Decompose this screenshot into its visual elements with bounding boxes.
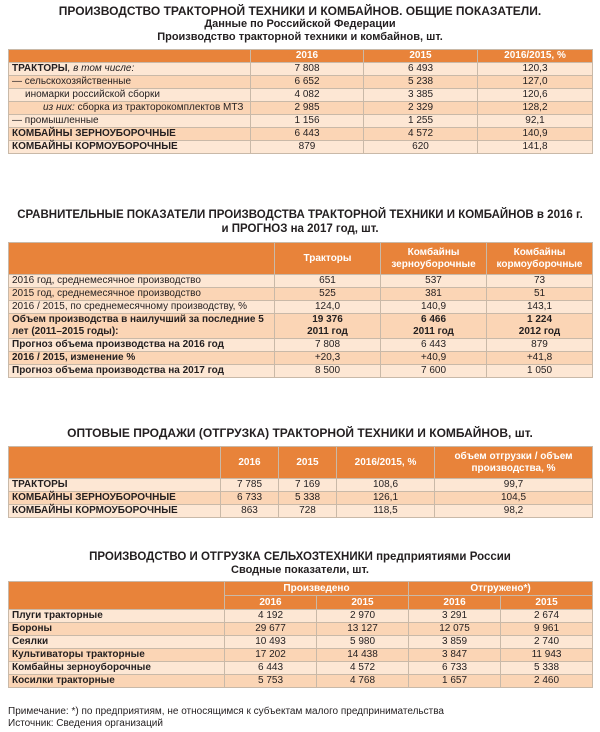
row-label: Бороны bbox=[9, 623, 225, 636]
cell-value: 620 bbox=[364, 141, 478, 154]
cell-value: 1 657 bbox=[409, 675, 501, 688]
cell-value: 124,0 bbox=[275, 301, 381, 314]
cell-value: 4 192 bbox=[225, 610, 317, 623]
row-label: КОМБАЙНЫ КОРМОУБОРОЧНЫЕ bbox=[12, 141, 178, 152]
cell-value: 4 082 bbox=[251, 89, 364, 102]
table-row bbox=[9, 479, 593, 492]
section-wholesale bbox=[8, 426, 592, 518]
cell-value: 2 460 bbox=[501, 675, 593, 688]
cell-value: 525 bbox=[275, 288, 381, 301]
row-label: Косилки тракторные bbox=[9, 675, 225, 688]
cell-value: 140,9 bbox=[478, 128, 593, 141]
table-header: 2016 bbox=[225, 596, 317, 610]
cell-value: 13 127 bbox=[317, 623, 409, 636]
table-header: 2015 bbox=[317, 596, 409, 610]
row-label: — промышленные bbox=[12, 115, 99, 126]
section-agri-machinery bbox=[8, 550, 592, 688]
table-header: Комбайны кормоуборочные bbox=[487, 243, 593, 275]
row-label: Прогноз объема производства на 2017 год bbox=[9, 365, 275, 378]
table-header: 2015 bbox=[501, 596, 593, 610]
cell-value: 4 572 bbox=[317, 662, 409, 675]
table-row bbox=[9, 141, 593, 154]
row-label-note: из них: bbox=[43, 102, 75, 113]
table-row bbox=[9, 365, 593, 378]
cell-value: 728 bbox=[279, 505, 337, 518]
table-header: 2016 bbox=[221, 447, 279, 479]
row-label: Культиваторы тракторные bbox=[9, 649, 225, 662]
table-header bbox=[9, 243, 275, 275]
row-label: 2015 год, среднемесячное производство bbox=[9, 288, 275, 301]
group-header-shipped: Отгружено*) bbox=[409, 582, 593, 596]
row-label: — сельскохозяйственные bbox=[12, 76, 132, 87]
table-header bbox=[9, 582, 225, 610]
table-header: 2016/2015, % bbox=[337, 447, 435, 479]
cell-value: 1 050 bbox=[487, 365, 593, 378]
table-row bbox=[9, 63, 593, 76]
row-label: сборка из тракторокомплектов МТЗ bbox=[74, 102, 244, 113]
table-header bbox=[9, 447, 221, 479]
table-row bbox=[9, 102, 593, 115]
table-row bbox=[9, 636, 593, 649]
cell-value: 3 847 bbox=[409, 649, 501, 662]
cell-value: 98,2 bbox=[435, 505, 593, 518]
cell-value: 9 961 bbox=[501, 623, 593, 636]
section-title: ПРОИЗВОДСТВО И ОТГРУЗКА СЕЛЬХОЗТЕХНИКИ предприятиями России bbox=[89, 551, 511, 563]
table-header bbox=[9, 50, 251, 63]
section-subtitle: Производство тракторной техники и комбайнов, шт. bbox=[157, 31, 443, 43]
section-comparative bbox=[8, 208, 592, 378]
footnote: Примечание: *) по предприятиям, не относящимся к субъектам малого предпринимательства bbox=[8, 706, 444, 717]
cell-value: 7 808 bbox=[251, 63, 364, 76]
row-label: Прогноз объема производства на 2016 год bbox=[9, 339, 275, 352]
table-row bbox=[9, 128, 593, 141]
cell-value: 104,5 bbox=[435, 492, 593, 505]
cell-value: 879 bbox=[251, 141, 364, 154]
cell-value: 651 bbox=[275, 275, 381, 288]
table-row bbox=[9, 275, 593, 288]
section-subtitle: Данные по Российской Федерации bbox=[204, 18, 396, 30]
row-label: ТРАКТОРЫ bbox=[12, 63, 68, 74]
cell-value: 6 493 bbox=[364, 63, 478, 76]
table-header: 2015 bbox=[364, 50, 478, 63]
table-row bbox=[9, 314, 593, 339]
cell-value: 381 bbox=[381, 288, 487, 301]
cell-value: 2 970 bbox=[317, 610, 409, 623]
cell-value: 1 156 bbox=[251, 115, 364, 128]
cell-value: 108,6 bbox=[337, 479, 435, 492]
cell-value: 51 bbox=[487, 288, 593, 301]
table-row bbox=[9, 115, 593, 128]
row-label: ТРАКТОРЫ bbox=[9, 479, 221, 492]
table-row bbox=[9, 610, 593, 623]
cell-value: 863 bbox=[221, 505, 279, 518]
cell-value: 7 785 bbox=[221, 479, 279, 492]
row-label: КОМБАЙНЫ ЗЕРНОУБОРОЧНЫЕ bbox=[9, 492, 221, 505]
cell-value: 7 169 bbox=[279, 479, 337, 492]
cell-value: 120,3 bbox=[478, 63, 593, 76]
table-header: 2016 bbox=[251, 50, 364, 63]
cell-value: 127,0 bbox=[478, 76, 593, 89]
cell-value: 3 859 bbox=[409, 636, 501, 649]
cell-value: 6 733 bbox=[221, 492, 279, 505]
row-label: Комбайны зерноуборочные bbox=[9, 662, 225, 675]
cell-value: 537 bbox=[381, 275, 487, 288]
table-row bbox=[9, 649, 593, 662]
cell-value: 5 753 bbox=[225, 675, 317, 688]
cell-value: 6 466 2011 год bbox=[381, 314, 487, 339]
cell-value: 143,1 bbox=[487, 301, 593, 314]
row-label: иномарки российской сборки bbox=[25, 89, 160, 100]
section-title: ОПТОВЫЕ ПРОДАЖИ (ОТГРУЗКА) ТРАКТОРНОЙ ТЕХНИКИ И КОМБАЙНОВ, шт. bbox=[67, 426, 533, 440]
cell-value: 17 202 bbox=[225, 649, 317, 662]
cell-value: 11 943 bbox=[501, 649, 593, 662]
cell-value: 5 980 bbox=[317, 636, 409, 649]
cell-value: 2 674 bbox=[501, 610, 593, 623]
group-header-produced: Произведено bbox=[225, 582, 409, 596]
cell-value: 19 376 2011 год bbox=[275, 314, 381, 339]
table-row bbox=[9, 352, 593, 365]
row-label: КОМБАЙНЫ ЗЕРНОУБОРОЧНЫЕ bbox=[12, 128, 176, 139]
table-header: 2016/2015, % bbox=[478, 50, 593, 63]
cell-value: 140,9 bbox=[381, 301, 487, 314]
cell-value: +20,3 bbox=[275, 352, 381, 365]
cell-value: 4 768 bbox=[317, 675, 409, 688]
cell-value: 2 985 bbox=[251, 102, 364, 115]
section-title: СРАВНИТЕЛЬНЫЕ ПОКАЗАТЕЛИ ПРОИЗВОДСТВА ТРАКТОРНОЙ ТЕХНИКИ И КОМБАЙНОВ в 2016 г. bbox=[17, 209, 583, 221]
cell-value: 29 677 bbox=[225, 623, 317, 636]
cell-value: 141,8 bbox=[478, 141, 593, 154]
cell-value: 6 443 bbox=[251, 128, 364, 141]
cell-value: 4 572 bbox=[364, 128, 478, 141]
comparative-table bbox=[8, 242, 593, 378]
cell-value: 120,6 bbox=[478, 89, 593, 102]
production-table bbox=[8, 49, 593, 154]
table-row bbox=[9, 76, 593, 89]
cell-value: 14 438 bbox=[317, 649, 409, 662]
cell-value: 128,2 bbox=[478, 102, 593, 115]
section-subtitle: Сводные показатели, шт. bbox=[231, 564, 369, 576]
cell-value: 73 bbox=[487, 275, 593, 288]
cell-value: 2 329 bbox=[364, 102, 478, 115]
cell-value: 879 bbox=[487, 339, 593, 352]
row-label: 2016 / 2015, по среднемесячному производству, % bbox=[9, 301, 275, 314]
cell-value: +40,9 bbox=[381, 352, 487, 365]
cell-value: 7 600 bbox=[381, 365, 487, 378]
cell-value: 6 443 bbox=[381, 339, 487, 352]
table-row bbox=[9, 675, 593, 688]
row-label: 2016 год, среднемесячное производство bbox=[9, 275, 275, 288]
table-row bbox=[9, 662, 593, 675]
table-row bbox=[9, 301, 593, 314]
cell-value: 5 238 bbox=[364, 76, 478, 89]
table-header: Комбайны зерноуборочные bbox=[381, 243, 487, 275]
row-label: КОМБАЙНЫ КОРМОУБОРОЧНЫЕ bbox=[9, 505, 221, 518]
cell-value: 1 224 2012 год bbox=[487, 314, 593, 339]
row-label-note: , в том числе: bbox=[67, 63, 135, 74]
table-row bbox=[9, 89, 593, 102]
row-label: Сеялки bbox=[9, 636, 225, 649]
cell-value: 126,1 bbox=[337, 492, 435, 505]
cell-value: +41,8 bbox=[487, 352, 593, 365]
wholesale-table bbox=[8, 446, 593, 518]
cell-value: 6 733 bbox=[409, 662, 501, 675]
cell-value: 10 493 bbox=[225, 636, 317, 649]
table-row bbox=[9, 492, 593, 505]
table-header: 2015 bbox=[279, 447, 337, 479]
agri-machinery-table bbox=[8, 581, 593, 688]
cell-value: 118,5 bbox=[337, 505, 435, 518]
row-label: 2016 / 2015, изменение % bbox=[9, 352, 275, 365]
section-title: и ПРОГНОЗ на 2017 год, шт. bbox=[221, 223, 379, 235]
cell-value: 92,1 bbox=[478, 115, 593, 128]
cell-value: 3 385 bbox=[364, 89, 478, 102]
cell-value: 6 652 bbox=[251, 76, 364, 89]
cell-value: 7 808 bbox=[275, 339, 381, 352]
section-title: ПРОИЗВОДСТВО ТРАКТОРНОЙ ТЕХНИКИ И КОМБАЙНОВ. ОБЩИЕ ПОКАЗАТЕЛИ. bbox=[58, 4, 542, 18]
cell-value: 99,7 bbox=[435, 479, 593, 492]
cell-value: 8 500 bbox=[275, 365, 381, 378]
cell-value: 5 338 bbox=[279, 492, 337, 505]
table-header: 2016 bbox=[409, 596, 501, 610]
table-row bbox=[9, 505, 593, 518]
table-header: Тракторы bbox=[275, 243, 381, 275]
table-header: объем отгрузки / объем производства, % bbox=[435, 447, 593, 479]
row-label: Объем производства в наилучший за последние 5 лет (2011–2015 годы): bbox=[9, 314, 275, 339]
cell-value: 6 443 bbox=[225, 662, 317, 675]
cell-value: 12 075 bbox=[409, 623, 501, 636]
row-label: Плуги тракторные bbox=[9, 610, 225, 623]
cell-value: 5 338 bbox=[501, 662, 593, 675]
cell-value: 3 291 bbox=[409, 610, 501, 623]
source-note: Источник: Сведения организаций bbox=[8, 718, 163, 729]
table-row bbox=[9, 339, 593, 352]
cell-value: 2 740 bbox=[501, 636, 593, 649]
footer-notes bbox=[8, 706, 444, 730]
table-row bbox=[9, 288, 593, 301]
table-row bbox=[9, 623, 593, 636]
section-production-overview bbox=[8, 4, 592, 154]
cell-value: 1 255 bbox=[364, 115, 478, 128]
